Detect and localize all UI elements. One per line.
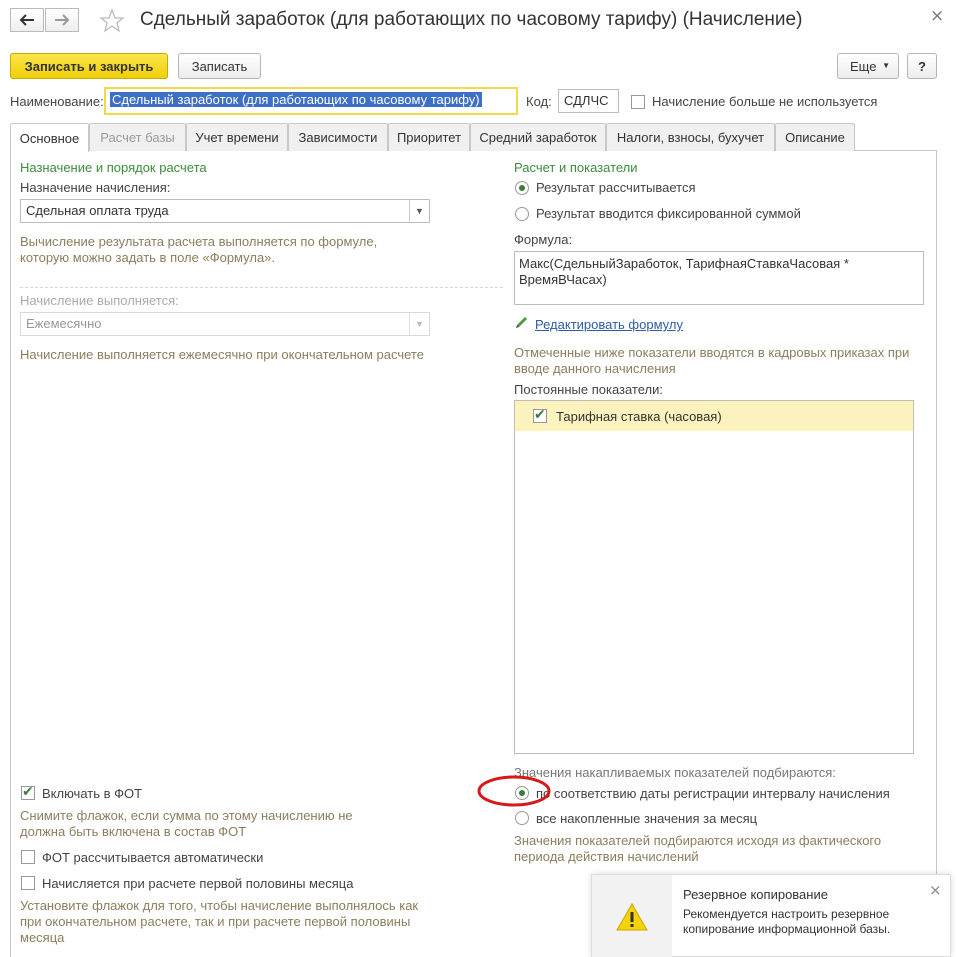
notification-close-icon[interactable]: × [929,881,942,899]
notification-text: Рекомендуется настроить резервное копирование информационной базы. [683,907,891,936]
constants-label: Постоянные показатели: [514,382,663,397]
purpose-select-value: Сдельная оплата труда [26,203,169,218]
accum-all-radio[interactable] [515,811,529,825]
fot-auto-checkbox[interactable] [21,850,35,864]
dropdown-arrow-icon: ▼ [409,313,429,335]
purpose-label: Назначение начисления: [20,180,171,195]
window-title: Сдельный заработок (для работающих по часовому тарифу) (Начисление) [140,9,803,30]
period-select-value: Ежемесячно [26,316,102,331]
result-fixed-label: Результат вводится фиксированной суммой [536,206,801,221]
save-and-close-button[interactable]: Записать и закрыть [10,53,168,79]
period-hint: Начисление выполняется ежемесячно при окончательном расчете [20,347,424,362]
notification-popup[interactable] [591,874,951,957]
include-fot-checkbox[interactable] [21,786,35,800]
purpose-select[interactable] [20,199,430,223]
notification-title: Резервное копирование [683,887,828,902]
result-calculated-label: Результат рассчитывается [536,180,696,195]
left-section-title: Назначение и порядок расчета [20,160,207,175]
name-input[interactable] [104,87,518,115]
fot-auto-label: ФОТ рассчитывается автоматически [42,850,264,865]
purpose-hint: Вычисление результата расчета выполняется по формуле, которую можно задать в поле «Формула». [20,234,378,265]
more-label: Еще [850,58,877,74]
unused-checkbox[interactable] [631,95,645,109]
tab-main[interactable]: Основное [10,123,89,152]
warning-icon [616,903,648,931]
first-half-checkbox[interactable] [21,876,35,890]
formula-input[interactable]: Макс(СдельныйЗаработок, ТарифнаяСтавкаЧасовая * ВремяВЧасах) [514,251,924,305]
arrow-right-icon [54,14,70,26]
formula-label: Формула: [514,232,573,247]
pencil-icon [514,316,530,330]
accum-by-date-label: по соответствию даты регистрации интервалу начисления [536,786,890,801]
first-half-label: Начисляется при расчете первой половины месяца [42,876,354,891]
tab-base-calc[interactable]: Расчет базы [89,123,186,151]
name-label: Наименование: [10,94,104,109]
red-annotation-ellipse [477,774,551,808]
tariff-rate-checkbox[interactable] [533,409,547,423]
dropdown-arrow-icon: ▼ [409,200,429,222]
divider [20,287,503,288]
accum-all-label: все накопленные значения за месяц [536,811,758,826]
tab-priority[interactable]: Приоритет [388,123,470,151]
save-button[interactable]: Записать [178,53,261,79]
code-label: Код: [526,94,552,109]
tab-average-earnings[interactable]: Средний заработок [470,123,606,151]
close-window-icon[interactable]: × [930,6,945,26]
forward-button[interactable] [45,8,79,32]
code-input[interactable]: СДЛЧС [558,89,619,113]
arrow-left-icon [19,14,35,26]
name-input-value: Сдельный заработок (для работающих по часовому тарифу) [112,92,480,107]
result-calculated-radio[interactable] [515,181,529,195]
list-item[interactable] [515,401,913,431]
indicators-hint: Отмеченные ниже показатели вводятся в кадровых приказах при вводе данного начисления [514,345,910,376]
back-button[interactable] [10,8,44,32]
constants-list[interactable] [514,400,914,754]
first-half-hint: Установите флажок для того, чтобы начисление выполнялось как при окончательном расчете, так и при расчете первой половины месяца [20,898,419,945]
tab-time-accounting[interactable]: Учет времени [186,123,288,151]
include-fot-hint: Снимите флажок, если сумма по этому начислению не должна быть включена в состав ФОТ [20,808,353,839]
dropdown-arrow-icon: ▼ [882,61,890,70]
unused-label: Начисление больше не используется [652,94,878,109]
tab-dependencies[interactable]: Зависимости [288,123,388,151]
period-label: Начисление выполняется: [20,293,179,308]
tab-taxes[interactable]: Налоги, взносы, бухучет [606,123,775,151]
include-fot-label: Включать в ФОТ [42,786,143,801]
tariff-rate-label: Тарифная ставка (часовая) [556,409,722,424]
accum-label: Значения накапливаемых показателей подбираются: [514,765,836,780]
tab-description[interactable]: Описание [775,123,855,151]
period-select[interactable] [20,312,430,336]
edit-formula-link[interactable]: Редактировать формулу [535,317,683,332]
favorite-star-icon[interactable] [99,8,125,34]
result-fixed-radio[interactable] [515,207,529,221]
accum-hint: Значения показателей подбираются исходя из фактического периода действия начислений [514,833,882,864]
right-section-title: Расчет и показатели [514,160,638,175]
help-button[interactable]: ? [907,53,937,79]
notification-icon-area [592,875,672,957]
more-menu-button[interactable] [837,53,899,79]
